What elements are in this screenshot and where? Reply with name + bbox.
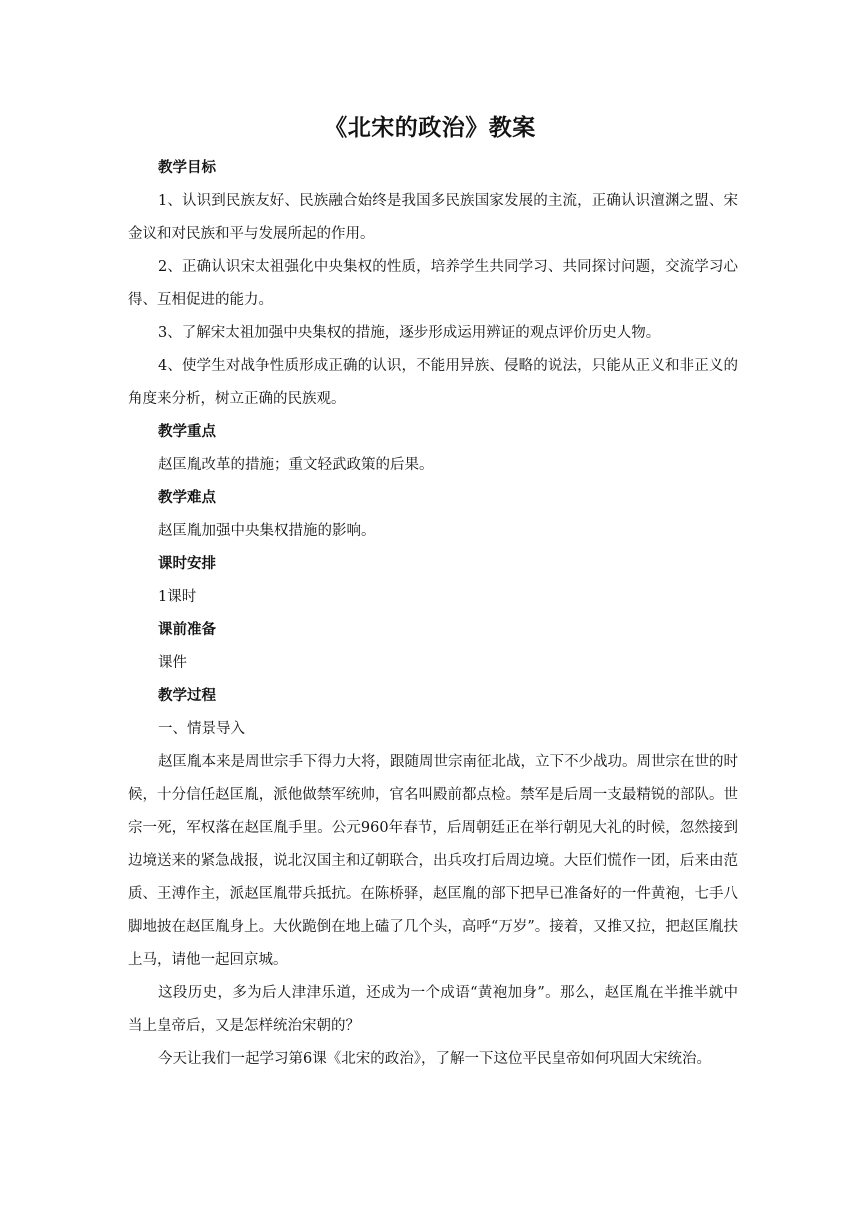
paragraph: 赵匡胤本来是周世宗手下得力大将，跟随周世宗南征北战，立下不少战功。周世宗在世的时候，十分信任赵匡胤，派他做禁军统帅，官名叫殿前都点检。禁军是后周一支最精锐的部队。世宗一死，军权落在赵匡胤手里。公元960年春节，后周朝廷正在举行朝见大礼的时候，忽然接到边境送来的紧急战报，说北汉国主和辽朝联合，出兵攻打后周边境。大臣们慌作一团，后来由范质、王溥作主，派赵匡胤带兵抵抗。在陈桥驿，赵匡胤的部下把早已准备好的一件黄袍，七手八脚地披在赵匡胤身上。大伙跪倒在地上磕了几个头，高呼“万岁”。接着，又推又拉，把赵匡胤扶上马，请他一起回京城。 <box>128 754 738 968</box>
paragraph: 2、正确认识宋太祖强化中央集权的性质，培养学生共同学习、共同探讨问题，交流学习心得、互相促进的能力。 <box>128 259 738 308</box>
paragraph: 课件 <box>158 655 187 671</box>
paragraph: 今天让我们一起学习第6课《北宋的政治》，了解一下这位平民皇帝如何巩固大宋统治。 <box>158 1051 711 1067</box>
paragraph: 1、认识到民族友好、民族融合始终是我国多民族国家发展的主流，正确认识澶渊之盟、宋金议和对民族和平与发展所起的作用。 <box>128 193 738 242</box>
document-body <box>128 152 738 1076</box>
paragraph: 3、了解宋太祖加强中央集权的措施，逐步形成运用辨证的观点评价历史人物。 <box>158 325 661 341</box>
paragraph: 赵匡胤加强中央集权措施的影响。 <box>158 523 376 539</box>
section-heading: 教学难点 <box>158 490 216 506</box>
section-heading: 课前准备 <box>158 622 216 638</box>
section-heading: 课时安排 <box>158 556 216 572</box>
paragraph: 赵匡胤改革的措施；重文轻武政策的后果。 <box>158 457 434 473</box>
paragraph: 这段历史，多为后人津津乐道，还成为一个成语“黄袍加身”。那么，赵匡胤在半推半就中当上皇帝后，又是怎样统治宋朝的？ <box>128 985 738 1034</box>
paragraph: 一、情景导入 <box>158 721 245 737</box>
section-heading: 教学重点 <box>158 424 216 440</box>
section-heading: 教学目标 <box>158 160 216 176</box>
paragraph: 1课时 <box>158 589 197 605</box>
document-title: 《北宋的政治》教案 <box>324 114 536 141</box>
paragraph: 4、使学生对战争性质形成正确的认识，不能用异族、侵略的说法，只能从正义和非正义的角度来分析，树立正确的民族观。 <box>128 358 738 407</box>
section-heading: 教学过程 <box>158 688 216 704</box>
